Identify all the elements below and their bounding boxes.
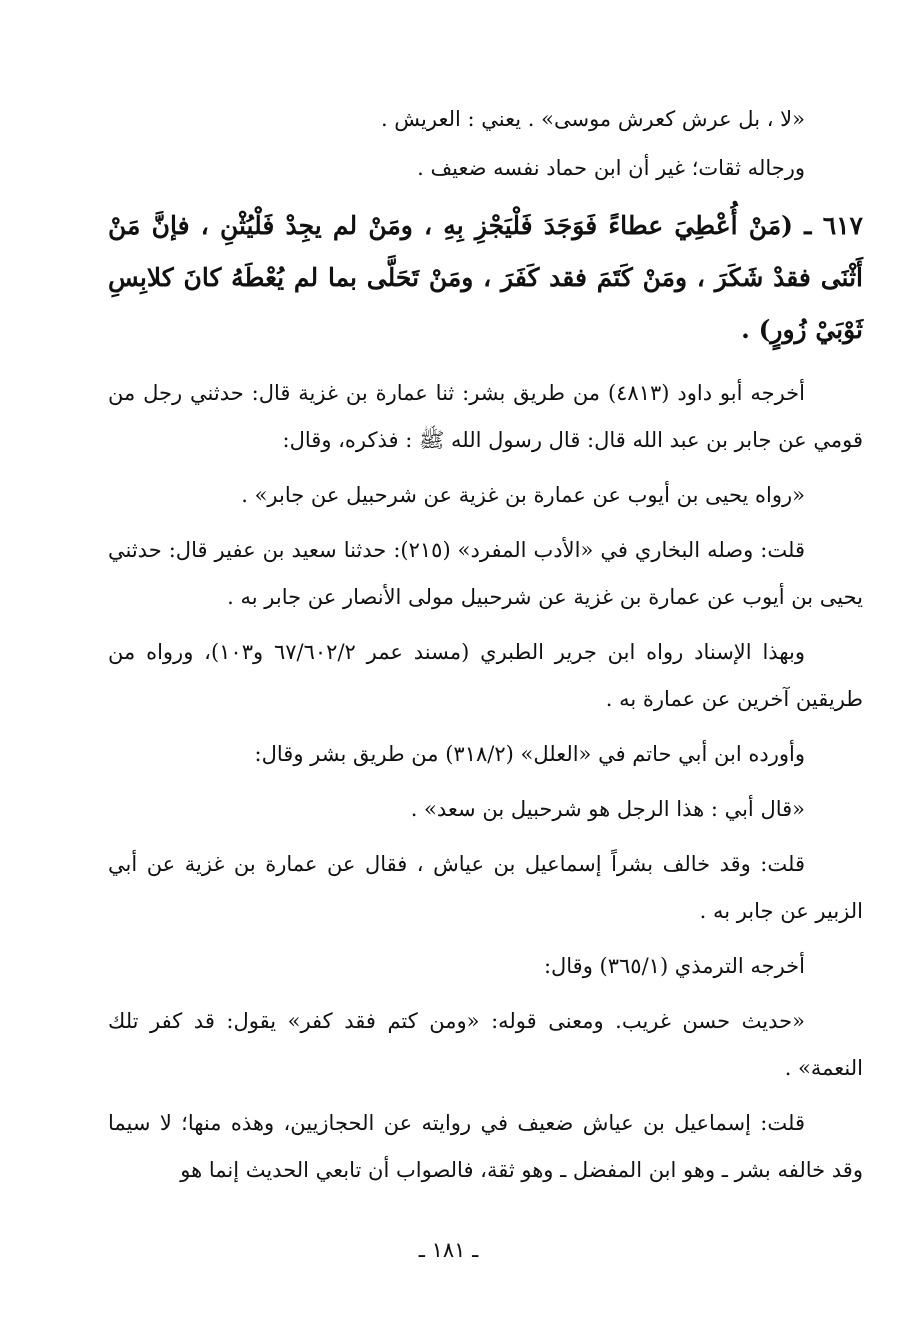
paragraph-12: قلت: إسماعيل بن عياش ضعيف في روايته عن الحجازيين، وهذه منها؛ لا سيما وقد خالفه بشر ـ وهو ابن المفضل ـ وهو ثقة، فالصواب أن تابعي الحديث إنما هو [108, 1111, 863, 1182]
paragraph-5: قلت: وصله البخاري في «الأدب المفرد» (٢١٥): حدثنا سعيد بن عفير قال: حدثني يحيى بن أيوب عن عمارة بن غزية عن شرحبيل مولى الأنصار عن جابر به . [108, 538, 863, 609]
page-number: ـ ١٨١ ـ [418, 1238, 479, 1262]
paragraph-4: «رواه يحيى بن أيوب عن عمارة بن غزية عن شرحبيل عن جابر» . [241, 483, 805, 507]
paragraph-8: «قال أبي : هذا الرجل هو شرحبيل بن سعد» . [410, 797, 805, 821]
paragraph-6: وبهذا الإسناد رواه ابن جرير الطبري (مسند عمر ٦٧/٦٠٢/٢ و١٠٣)، ورواه من طريقين آخرين عن عمارة به . [108, 640, 863, 711]
page-body [108, 96, 863, 1202]
paragraph-2: ورجاله ثقات؛ غير أن ابن حماد نفسه ضعيف . [417, 156, 805, 180]
paragraph-11: «حديث حسن غريب. ومعنى قوله: «ومن كتم فقد كفر» يقول: قد كفر تلك النعمة» . [108, 1009, 863, 1080]
paragraph-7: وأورده ابن أبي حاتم في «العلل» (٣١٨/٢) من طريق بشر وقال: [254, 742, 805, 766]
paragraph-9: قلت: وقد خالف بشراً إسماعيل بن عياش ، فقال عن عمارة بن غزية عن أبي الزبير عن جابر به . [108, 852, 863, 923]
paragraph-10: أخرجه الترمذي (٣٦٥/١) وقال: [543, 954, 805, 978]
paragraph-1: «لا ، بل عرش كعرش موسى» . يعني : العريش . [380, 107, 805, 131]
paragraph-3: أخرجه أبو داود (٤٨١٣) من طريق بشر: ثنا عمارة بن غزية قال: حدثني رجل من قومي عن جابر بن عبد الله قال: قال رسول الله ﷺ : فذكره، وقال: [108, 381, 863, 452]
hadith-text: ٦١٧ ـ (مَنْ أُعْطِيَ عطاءً فَوَجَدَ فَلْيَجْزِ بِهِ ، ومَنْ لم يجِدْ فَلْيُثْنِ ، فإنَّ مَنْ أَثْنَى فقدْ شَكَرَ ، ومَنْ كَتَمَ فقد كَفَرَ ، ومَنْ تَحَلَّى بما لم يُعْطَهُ كانَ كلابِسِ ثَوْبَيْ زُورٍ) . [108, 211, 863, 344]
